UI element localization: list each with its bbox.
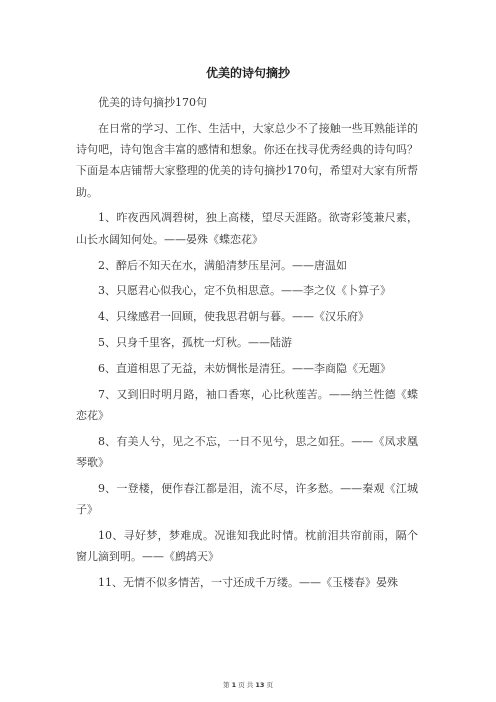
footer-total-pages: 13 bbox=[255, 681, 265, 689]
poem-line: 1、昨夜西风凋碧树，独上高楼，望尽天涯路。欲寄彩笺兼尺素，山长水阔知何处。——晏殊《蝶恋花》 bbox=[76, 211, 418, 246]
poem-line: 5、只身千里客，孤枕一灯秋。——陆游 bbox=[98, 335, 292, 349]
paragraph-subtitle: 优美的诗句摘抄170句 bbox=[98, 96, 207, 109]
poem-line: 6、直道相思了无益，未妨惆怅是清狂。——李商隐《无题》 bbox=[98, 361, 391, 375]
paragraph-intro: 在日常的学习、工作、生活中，大家总少不了接触一些耳熟能详的诗句吧，诗句饱含丰富的感情和想象。你还在找寻优秀经典的诗句吗？下面是本店铺帮大家整理的优美的诗句摘抄170句，希望对大家有所帮助。 bbox=[76, 121, 418, 199]
document-title: 优美的诗句摘抄 bbox=[205, 66, 290, 80]
footer-prefix: 第 bbox=[223, 681, 230, 689]
document-body bbox=[76, 92, 418, 598]
footer-middle: 页 共 bbox=[238, 681, 254, 689]
poem-line: 3、只愿君心似我心，定不负相思意。——李之仪《卜算子》 bbox=[98, 284, 391, 298]
footer-page-number: 1 bbox=[231, 681, 237, 689]
footer-suffix: 页 bbox=[266, 681, 273, 689]
poem-line: 2、醉后不知天在水，满船清梦压星河。——唐温如 bbox=[98, 258, 347, 272]
poem-line: 8、有美人兮，见之不忘，一日不见兮，思之如狂。——《凤求凰琴歌》 bbox=[76, 434, 418, 469]
poem-line: 7、又到旧时明月路，袖口香寒，心比秋莲苦。——纳兰性德《蝶恋花》 bbox=[76, 387, 418, 422]
poem-line: 11、无情不似多情苦，一寸还成千万缕。——《玉楼春》晏殊 bbox=[98, 575, 398, 589]
poem-line: 4、只缘感君一回顾，使我思君朝与暮。——《汉乐府》 bbox=[98, 310, 369, 324]
poem-line: 9、一登楼，便作春江都是泪，流不尽，许多愁。——秦观《江城子》 bbox=[76, 481, 418, 517]
page-footer bbox=[0, 680, 496, 689]
poem-line: 10、寻好梦，梦难成。况谁知我此时情。枕前泪共帘前雨，隔个窗儿滴到明。——《鹧鸪天》 bbox=[76, 528, 418, 564]
